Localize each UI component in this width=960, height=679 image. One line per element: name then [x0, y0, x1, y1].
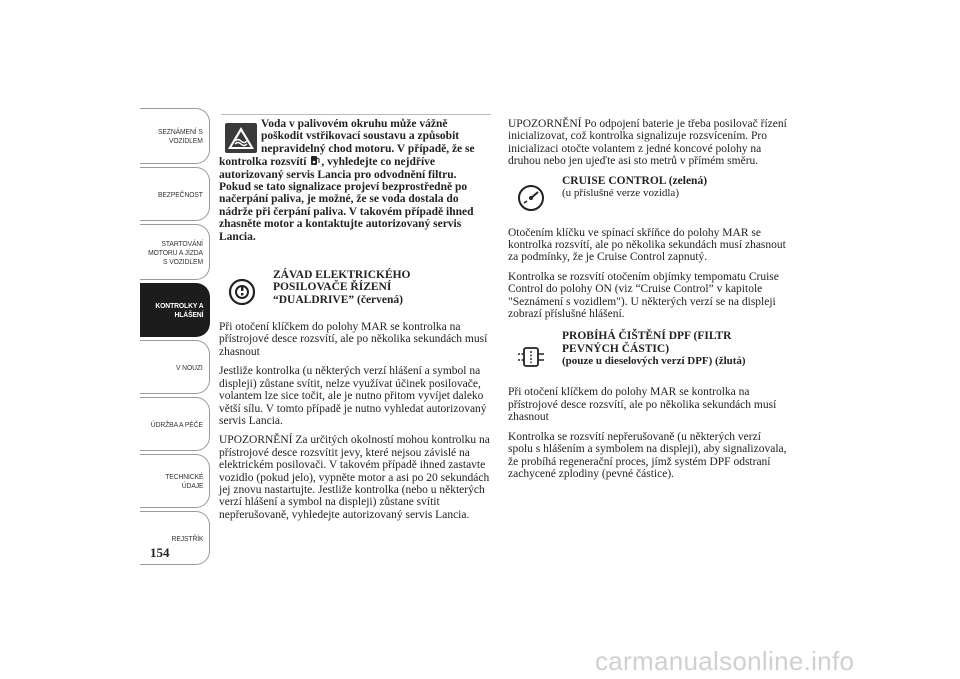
section-subtitle: (u příslušné verze vozidla) — [562, 187, 679, 200]
paragraph: Při otočení klíčkem do polohy MAR se kontrolka na přístrojové desce rozsvítí, ale po několika sekundách musí zhasnout — [508, 386, 777, 424]
watermark: carmanualsonline.info — [595, 646, 855, 676]
tab-label: TECHNICKÉ ÚDAJE — [164, 472, 203, 490]
tab-seznameni[interactable] — [140, 108, 210, 164]
dpf-filter-icon — [516, 342, 546, 372]
cruise-control-icon — [516, 183, 546, 213]
paragraph: UPOZORNĚNÍ Po odpojení baterie je třeba posilovač řízení inicializovat, což kontrolka signalizuje rozsvícením. Pro inicializaci otočte volantem z jedné koncové polohy na druhou nebo jen ujeďte asi sto metrů v přímém směru. — [508, 118, 787, 168]
warning-rest: , vyhledejte co nejdříve autorizovaný servis Lancia pro odvodnění filtru. Pokud se tato signalizace projeví bezprostředně po načerpání paliva, je možné, že se voda dostala do nádrže při čerpání paliva. V takovém případě ihned zhasněte motor a kontaktujte autorizovaný servis Lancia. — [219, 156, 474, 243]
paragraph: Kontrolka se rozsvítí otočením objímky tempomatu Cruise Control do polohy ON (viz “Cruise Control” v kapitole "Seznámení s vozidlem"). U některých verzí se na displeji zobrazí příslušné hlášení. — [508, 270, 779, 321]
left-column — [219, 118, 491, 528]
section-title: ZÁVAD ELEKTRICKÉHO POSILOVAČE ŘÍZENÍ “DUALDRIVE” (červená) — [273, 269, 411, 306]
section-subtitle: (pouze u dieselových verzí DPF) (žlutá) — [562, 355, 746, 368]
tab-label: ÚDRŽBA A PÉČE — [150, 419, 203, 429]
paragraph: Jestliže kontrolka (u některých verzí hlášení a symbol na displeji) zůstane svítit, nelze využívat účinek posilovače, volantem lze sice točit, ale je nutno přitom vyvíjet daleko větší sílu. V tomto případě je nutno vyhledat autorizovaný servis Lancia. — [219, 365, 487, 427]
warning-lead: Voda v palivovém okruhu může vážně poškodit vstřikovací soustavu a způsobit nepravidelný chod motoru. V případě, že se — [261, 118, 475, 155]
tab-kontrolky[interactable] — [140, 283, 210, 337]
tab-technicke[interactable] — [140, 454, 210, 508]
tab-label: STARTOVÁNÍ MOTORU A JÍZDA S VOZIDLEM — [148, 238, 203, 266]
paragraph: Při otočení klíčkem do polohy MAR se kontrolka na přístrojové desce rozsvítí, ale po několika sekundách musí zhasnout — [219, 321, 488, 358]
paragraph: UPOZORNĚNÍ Za určitých okolností mohou kontrolku na přístrojové desce rozsvítit jevy, které nejsou závislé na elektrickém posilovači. V takovém případě ihned zastavte vozidlo (pokud jelo), vypněte motor a asi po 20 sekundách jej znovu nastartujte. Jestliže kontrolka (nebo u některých verzí hlášení a symbol na displeji) zůstane svítit nepřerušovaně, vyhledejte autorizovaný servis Lancia. — [219, 434, 490, 521]
section-title: PROBÍHÁ ČIŠTĚNÍ DPF (FILTR PEVNÝCH ČÁSTIC) — [562, 330, 732, 355]
warning-text — [219, 118, 491, 243]
tab-label: SEZNÁMENÍ S VOZIDLEM — [158, 127, 203, 145]
tab-bezpecnost[interactable] — [140, 167, 210, 221]
warning-triangle-icon — [225, 123, 257, 153]
section-header-steering — [219, 267, 491, 317]
warning-box — [219, 118, 491, 243]
tab-v-nouzi[interactable] — [140, 340, 210, 394]
right-column — [508, 118, 788, 487]
tab-label: REJSTŘÍK — [171, 533, 203, 543]
divider — [221, 114, 491, 115]
tab-label: V NOUZI — [176, 362, 203, 372]
fuel-water-icon — [309, 155, 321, 166]
section-header-dpf — [508, 330, 788, 382]
steering-fault-icon — [227, 277, 257, 307]
tab-udrzba[interactable] — [140, 397, 210, 451]
warning-pre-icon: kontrolka rozsvítí — [219, 156, 307, 169]
section-header-cruise — [508, 175, 788, 223]
tab-startovani[interactable] — [140, 224, 210, 280]
tab-label: BEZPEČNOST — [158, 189, 203, 199]
paragraph: Kontrolka se rozsvítí nepřerušovaně (u některých verzí spolu s hlášením a symbolem na displeji), aby signalizovala, že probíhá regenerační proces, jímž systém DPF odstraní zachycené zplodiny (pevné částice). — [508, 430, 787, 480]
tab-label: KONTROLKY A HLÁŠENÍ — [154, 301, 203, 319]
section-title: CRUISE CONTROL (zelená) — [562, 174, 708, 187]
page-number: 154 — [150, 545, 170, 560]
paragraph: Otočením klíčku ve spínací skříňce do polohy MAR se kontrolka rozsvítí, ale po několika sekundách musí zhasnout za podmínky, že je Cruise Control zapnutý. — [508, 226, 786, 264]
